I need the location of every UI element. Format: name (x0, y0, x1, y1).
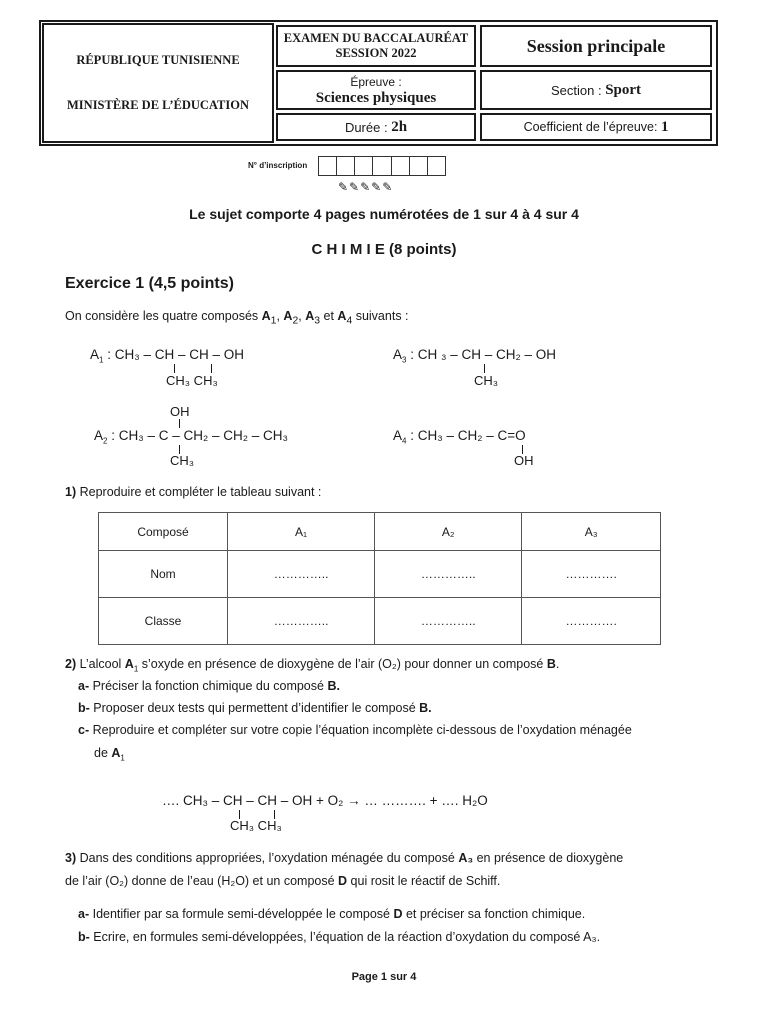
q2-a: A (124, 657, 134, 671)
row-label-nom: Nom (99, 551, 228, 598)
inscription-label: N° d’inscription (248, 161, 308, 170)
duree-cell (276, 113, 476, 141)
q2a-label: a- (78, 679, 90, 693)
section-label: Section : (550, 82, 602, 98)
a4-formula: : CH₃ – CH₂ – C=O (406, 428, 526, 443)
q2b-b: B. (419, 701, 432, 715)
chimie-title: C H I M I E (8 points) (311, 241, 457, 258)
coef-label: Coefficient de l’épreuve: (523, 120, 658, 134)
q2b-label: b- (78, 701, 90, 715)
q2-text: L’alcool (76, 657, 125, 671)
q2-b: B (546, 657, 556, 671)
q2b-text: Proposer deux tests qui permettent d’identifier le composé (89, 701, 420, 715)
q3-text2: en présence de dioxygène (473, 851, 624, 865)
q2c-a-sub: 1 (120, 753, 125, 763)
exam-cell (276, 25, 476, 67)
header-a2: A₂ (375, 513, 522, 551)
republique-label: RÉPUBLIQUE TUNISIENNE (76, 53, 240, 67)
cell-classe-a1: ………….. (228, 598, 375, 645)
page-footer: Page 1 sur 4 (351, 971, 417, 983)
q2c-a: A (111, 746, 121, 760)
compound-a3 (393, 347, 556, 365)
q1-text: Reproduire et compléter le tableau suivant : (76, 485, 322, 499)
question-1 (65, 485, 321, 499)
intro-line (65, 309, 409, 327)
question-2 (65, 657, 559, 674)
inscription-boxes[interactable] (318, 156, 446, 176)
exercise-title: Exercice 1 (4,5 points) (65, 275, 234, 292)
a3-label: A (393, 347, 403, 362)
a1-bond-1 (174, 364, 175, 373)
answer-table (98, 512, 661, 645)
a1-bond-2 (211, 364, 212, 373)
q3-text: Dans des conditions appropriées, l’oxydation ménagée du composé (76, 851, 459, 865)
q3a-d: D (393, 907, 403, 921)
duree-value: 2h (391, 118, 408, 135)
header-compose: Composé (99, 513, 228, 551)
q3a-text2: et préciser sa fonction chimique. (402, 907, 586, 921)
question-3 (65, 851, 623, 865)
session-cell (480, 25, 712, 67)
compound-a2 (94, 428, 288, 446)
q3b-text: Ecrire, en formules semi-développées, l’équation de la réaction d’oxydation du composé A₃. (89, 930, 601, 944)
a2-ref: A (283, 309, 293, 323)
q3b-label: b- (78, 930, 90, 944)
epreuve-label: Épreuve : (350, 75, 402, 89)
table-row (99, 551, 661, 598)
ministere-label: MINISTÈRE DE L’ÉDUCATION (67, 98, 249, 112)
a4-label-sub: 4 (402, 436, 407, 446)
question-3-line2 (65, 874, 500, 888)
equation-branches: CH₃ CH₃ (230, 818, 282, 833)
question-2a (78, 679, 340, 693)
compound-a1 (90, 347, 244, 365)
q2-a-sub: 1 (133, 664, 139, 674)
a3-sub: 3 (314, 315, 321, 327)
q2-end: . (555, 657, 560, 671)
exam-title: EXAMEN DU BACCALAURÉAT (283, 31, 469, 45)
question-3b (78, 930, 600, 944)
question-2c-cont (94, 746, 125, 763)
table-header-row (99, 513, 661, 551)
a3-bond (484, 364, 485, 373)
sep: , (298, 309, 306, 323)
a1-sub: 1 (270, 315, 277, 327)
question-3a (78, 907, 585, 921)
q3a-label: a- (78, 907, 90, 921)
a2-label: A (94, 428, 104, 443)
epreuve-cell (276, 70, 476, 110)
section-cell (480, 70, 712, 110)
q3-d: D (338, 874, 348, 888)
a3-ref: A (305, 309, 315, 323)
intro-end: suivants : (352, 309, 409, 323)
header-a1: A₁ (228, 513, 375, 551)
a2-formula: : CH₃ – C – CH₂ – CH₂ – CH₃ (107, 428, 288, 443)
cell-classe-a3: …………. (522, 598, 661, 645)
q2c-de: de (94, 746, 112, 760)
q2a-text: Préciser la fonction chimique du composé (89, 679, 328, 693)
row-label-classe: Classe (99, 598, 228, 645)
q2-text2: s’oxyde en présence de dioxygène de l’air (O₂) pour donner un composé (138, 657, 547, 671)
a3-branch: CH₃ (474, 373, 499, 388)
compound-a4 (393, 428, 526, 446)
q3a-text: Identifier par sa formule semi-développée le composé (89, 907, 394, 921)
cell-classe-a2: ………….. (375, 598, 522, 645)
a2-top: OH (170, 404, 190, 419)
intro-text: On considère les quatre composés (65, 309, 262, 323)
a1-formula: : CH₃ – CH – CH – OH (103, 347, 244, 362)
q1-number: 1) (65, 485, 77, 499)
a4-bottom: OH (514, 453, 534, 468)
coef-cell (480, 113, 712, 141)
q2c-label: c- (78, 723, 90, 737)
pencil-icons: ✎✎✎✎✎ (338, 180, 394, 194)
equation: …. CH₃ – CH – CH – OH + O₂ → … ………. + …. H₂O (162, 793, 488, 808)
sep: et (320, 309, 338, 323)
question-2c (78, 723, 632, 737)
session-label: Session principale (526, 35, 666, 56)
q3-a3: A₃ (458, 851, 474, 865)
a2-sub: 2 (292, 315, 299, 327)
cell-nom-a2: ………….. (375, 551, 522, 598)
a2-bottom: CH₃ (170, 453, 195, 468)
a2-bond-top (179, 419, 180, 428)
a3-formula: : CH ₃ – CH – CH₂ – OH (406, 347, 556, 362)
q3-line2a: de l’air (O₂) donne de l’eau (H₂O) et un composé (65, 874, 339, 888)
a1-ref: A (261, 309, 271, 323)
pages-note: Le sujet comporte 4 pages numérotées de 1 sur 4 à 4 sur 4 (189, 206, 579, 222)
a4-label: A (393, 428, 403, 443)
header-left-block (42, 23, 274, 143)
q3-number: 3) (65, 851, 77, 865)
cell-nom-a3: …………. (522, 551, 661, 598)
header-a3: A₃ (522, 513, 661, 551)
coef-value: 1 (660, 118, 669, 135)
table-row (99, 598, 661, 645)
sep: , (276, 309, 284, 323)
q2a-b: B. (327, 679, 340, 693)
a1-label-sub: 1 (99, 355, 104, 365)
q3-line2b: qui rosit le réactif de Schiff. (347, 874, 501, 888)
a1-label: A (90, 347, 100, 362)
q2-number: 2) (65, 657, 77, 671)
duree-label: Durée : (344, 119, 388, 135)
a4-sub: 4 (346, 315, 353, 327)
a1-branches: CH₃ CH₃ (166, 373, 218, 388)
a3-label-sub: 3 (402, 355, 407, 365)
epreuve-value: Sciences physiques (315, 90, 437, 106)
cell-nom-a1: ………….. (228, 551, 375, 598)
q2c-text: Reproduire et compléter sur votre copie l’équation incomplète ci-dessous de l’oxydation ménagée (89, 723, 632, 737)
section-value: Sport (605, 81, 642, 98)
a4-ref: A (337, 309, 347, 323)
exam-session: SESSION 2022 (335, 46, 417, 60)
question-2b (78, 701, 432, 715)
a2-label-sub: 2 (103, 436, 108, 446)
